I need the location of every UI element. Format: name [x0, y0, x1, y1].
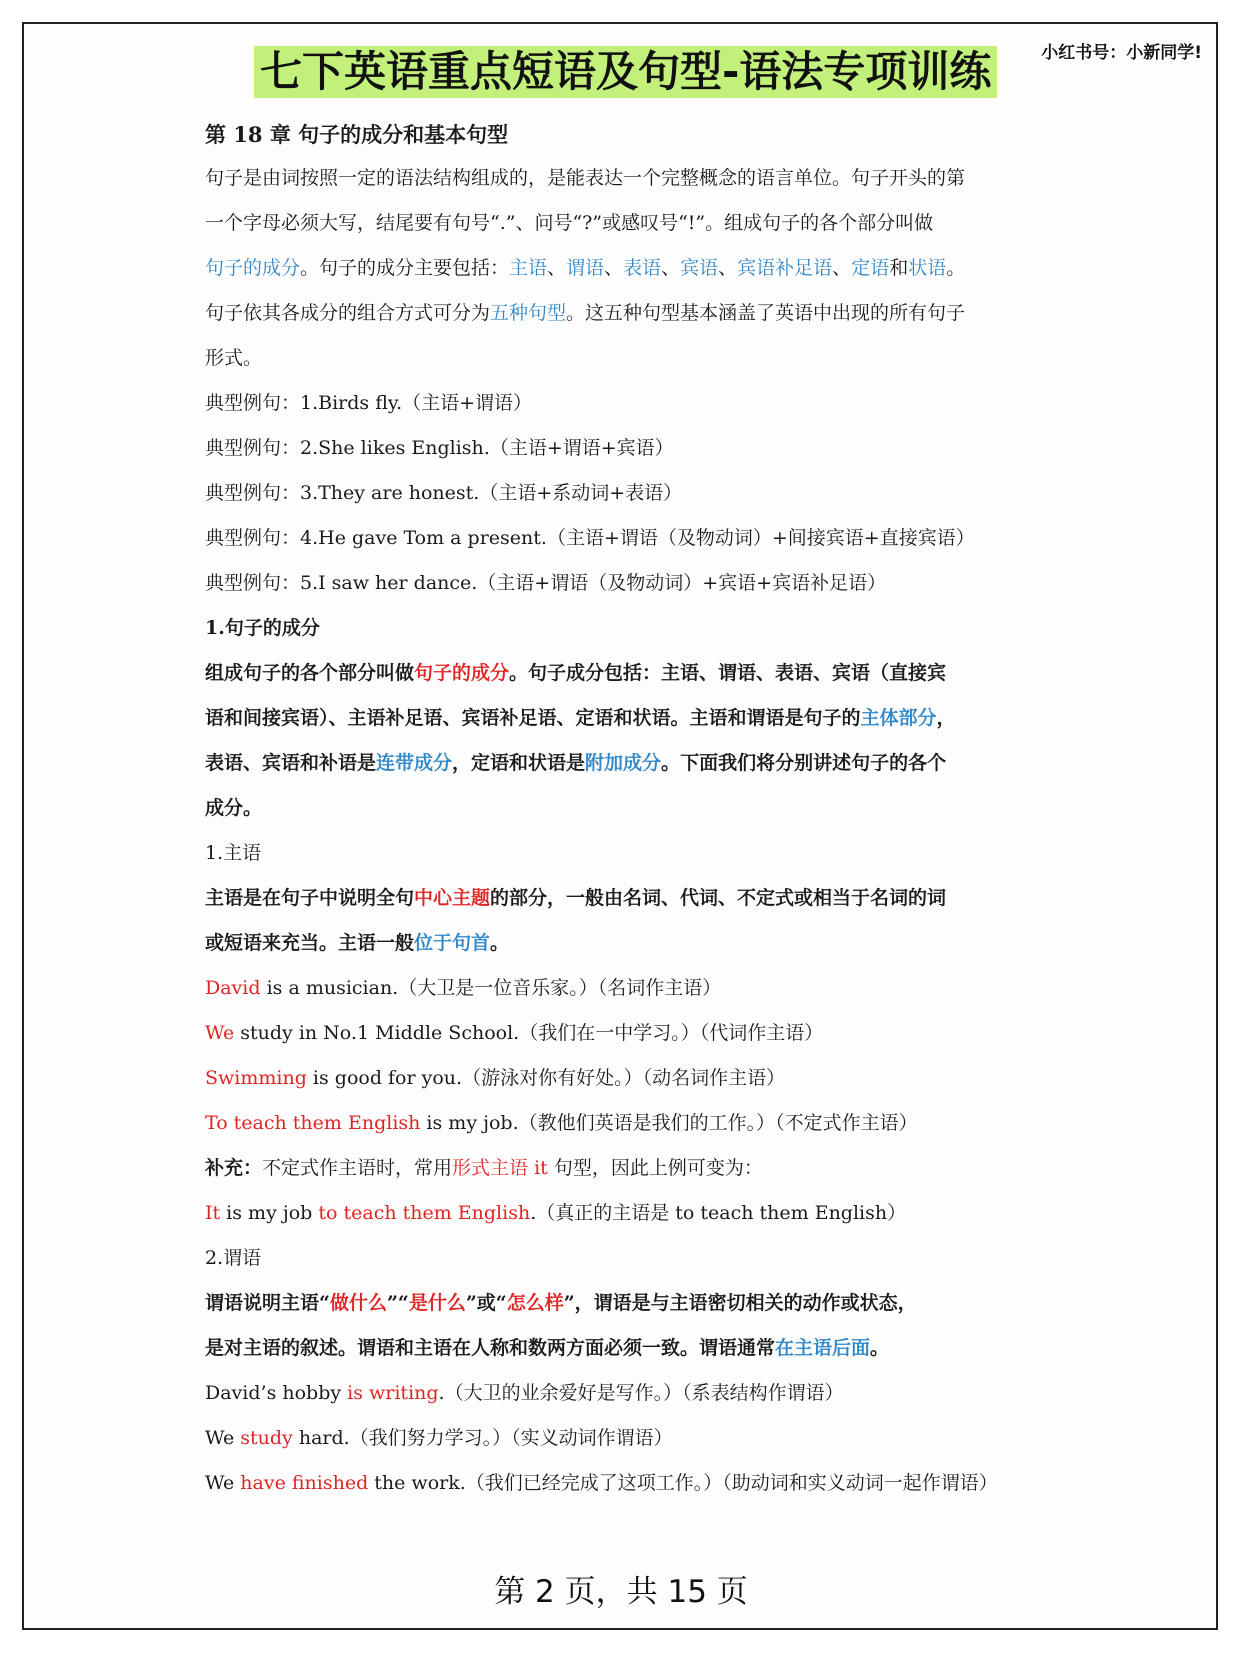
text: is my job.（教他们英语是我们的工作。）（不定式作主语）	[420, 1112, 918, 1134]
predicate-example-3	[205, 1461, 1045, 1506]
intro-line-1: 句子是由词按照一定的语法结构组成的，是能表达一个完整概念的语言单位。句子开头的第	[205, 167, 966, 189]
text: study in No.1 Middle School.（我们在一中学习。）（代词作主语）	[234, 1022, 824, 1044]
text: ，定语和状语是	[452, 752, 586, 774]
note-label: 补充：	[205, 1157, 263, 1179]
term-central-theme: 中心主题	[414, 887, 491, 909]
text: ，	[936, 707, 956, 729]
text: 组成句子的各个部分叫做	[205, 662, 415, 684]
predicate-example-2	[205, 1416, 1045, 1461]
text: is my job	[220, 1202, 319, 1224]
subject-note	[205, 1146, 1045, 1191]
term-predicative: 表语	[623, 257, 662, 279]
example-sentence: 典型例句：3.They are honest.（主语+系动词+表语）	[205, 482, 683, 504]
subject-example-5	[205, 1191, 1045, 1236]
text: 表语、宾语和补语是	[205, 752, 377, 774]
text: We	[205, 1427, 241, 1449]
term-after-subject: 在主语后面	[775, 1337, 871, 1359]
subject-example-2	[205, 1011, 1045, 1056]
term-sentence-start: 位于句首	[414, 932, 491, 954]
term-linked-part: 连带成分	[376, 752, 453, 774]
section1-line-2	[205, 696, 1045, 741]
chapter-heading: 第 18 章 句子的成分和基本句型	[205, 122, 509, 147]
subject-line-2	[205, 921, 1045, 966]
term-what-is: 是什么	[408, 1292, 466, 1314]
term-sentence-components: 句子的成分	[414, 662, 510, 684]
highlighted-subject: David	[205, 977, 261, 999]
example-sentence: 典型例句：5.I saw her dance.（主语+谓语（及物动词）+宾语+宾语补足语）	[205, 572, 887, 594]
text: .（真正的主语是 to teach them English）	[530, 1202, 907, 1224]
example-sentence: 典型例句：4.He gave Tom a present.（主语+谓语（及物动词）+间接宾语+直接宾语）	[205, 527, 975, 549]
watermark: 小红书号：小新同学!	[1041, 43, 1202, 63]
separator: 、	[604, 257, 624, 279]
text: We	[205, 1472, 241, 1494]
text: 句型，因此上例可变为：	[547, 1157, 763, 1179]
term-additional-part: 附加成分	[585, 752, 662, 774]
text: is a musician.（大卫是一位音乐家。）（名词作主语）	[260, 977, 722, 999]
predicate-line-1	[205, 1281, 1045, 1326]
text: ”“	[386, 1292, 409, 1314]
term-object-complement: 宾语补足语	[737, 257, 833, 279]
text: 谓语说明主语“	[205, 1292, 330, 1314]
highlighted-subject: We	[205, 1022, 235, 1044]
page-title: 七下英语重点短语及句型-语法专项训练	[254, 46, 997, 98]
predicate-example-1	[205, 1371, 1045, 1416]
intro-text: 。这五种句型基本涵盖了英语中出现的所有句子	[566, 302, 966, 324]
subject-example-4	[205, 1101, 1045, 1146]
separator: 、	[832, 257, 852, 279]
text: is good for you.（游泳对你有好处。）（动名词作主语）	[306, 1067, 786, 1089]
highlighted-real-subject: to teach them English	[318, 1202, 531, 1224]
text: 。下面我们将分别讲述句子的各个	[661, 752, 947, 774]
term-formal-subject: 形式主语 it	[452, 1157, 548, 1179]
intro-line-3	[205, 246, 1045, 291]
section-heading: 1.句子的成分	[205, 617, 320, 639]
subject-example-3	[205, 1056, 1045, 1101]
subject-example-1	[205, 966, 1045, 1011]
highlighted-predicate: is writing	[347, 1382, 439, 1404]
term-main-part: 主体部分	[860, 707, 937, 729]
highlighted-predicate: have finished	[240, 1472, 369, 1494]
term-subject: 主语	[509, 257, 548, 279]
term-sentence-components: 句子的成分	[205, 257, 301, 279]
conjunction: 和	[889, 257, 909, 279]
subject-heading: 1.主语	[205, 842, 262, 864]
text: 的部分，一般由名词、代词、不定式或相当于名词的词	[490, 887, 947, 909]
section1-line-3	[205, 741, 1045, 786]
document-body	[205, 112, 1045, 1506]
highlighted-subject: It	[205, 1202, 221, 1224]
separator: 、	[661, 257, 681, 279]
section1-line-1	[205, 651, 1045, 696]
text: the work.（我们已经完成了这项工作。）（助动词和实义动词一起作谓语）	[368, 1472, 998, 1494]
highlighted-subject: Swimming	[205, 1067, 307, 1089]
predicate-heading: 2.谓语	[205, 1247, 262, 1269]
subject-line-1	[205, 876, 1045, 921]
text: .（大卫的业余爱好是写作。）（系表结构作谓语）	[438, 1382, 844, 1404]
predicate-line-2	[205, 1326, 1045, 1371]
text: David’s hobby	[205, 1382, 348, 1404]
term-object: 宾语	[680, 257, 719, 279]
text: 。	[490, 932, 510, 954]
example-sentence: 典型例句：1.Birds fly.（主语+谓语）	[205, 392, 533, 414]
intro-text: 。句子的成分主要包括：	[300, 257, 510, 279]
section1-line-4: 成分。	[205, 797, 263, 819]
text: hard.（我们努力学习。）（实义动词作谓语）	[292, 1427, 673, 1449]
page-number: 第 2 页，共 15 页	[494, 1574, 748, 1610]
highlighted-predicate: study	[240, 1427, 293, 1449]
intro-line-2: 一个字母必须大写，结尾要有句号“.”、问号“?”或感叹号“!”。组成句子的各个部分叫做	[205, 212, 934, 234]
term-how: 怎么样	[506, 1292, 564, 1314]
separator: 、	[547, 257, 567, 279]
text: 。句子成分包括：主语、谓语、表语、宾语（直接宾	[509, 662, 947, 684]
intro-text: 句子依其各成分的组合方式可分为	[205, 302, 491, 324]
term-adverbial: 状语	[908, 257, 947, 279]
term-attributive: 定语	[851, 257, 890, 279]
text: ”或“	[465, 1292, 507, 1314]
term-predicate: 谓语	[566, 257, 605, 279]
intro-line-4	[205, 291, 1045, 336]
intro-line-5: 形式。	[205, 347, 263, 369]
text: 。	[870, 1337, 890, 1359]
text: ”，谓语是与主语密切相关的动作或状态，	[563, 1292, 917, 1314]
text: 语和间接宾语）、主语补足语、宾语补足语、定语和状语。主语和谓语是句子的	[205, 707, 861, 729]
text: 不定式作主语时，常用	[262, 1157, 453, 1179]
term-what-doing: 做什么	[329, 1292, 387, 1314]
highlighted-subject: To teach them English	[205, 1112, 421, 1134]
separator: 、	[718, 257, 738, 279]
text: 或短语来充当。主语一般	[205, 932, 415, 954]
example-sentence: 典型例句：2.She likes English.（主语+谓语+宾语）	[205, 437, 674, 459]
text: 主语是在句子中说明全句	[205, 887, 415, 909]
period: 。	[946, 257, 966, 279]
term-five-patterns: 五种句型	[490, 302, 567, 324]
text: 是对主语的叙述。谓语和主语在人称和数两方面必须一致。谓语通常	[205, 1337, 776, 1359]
